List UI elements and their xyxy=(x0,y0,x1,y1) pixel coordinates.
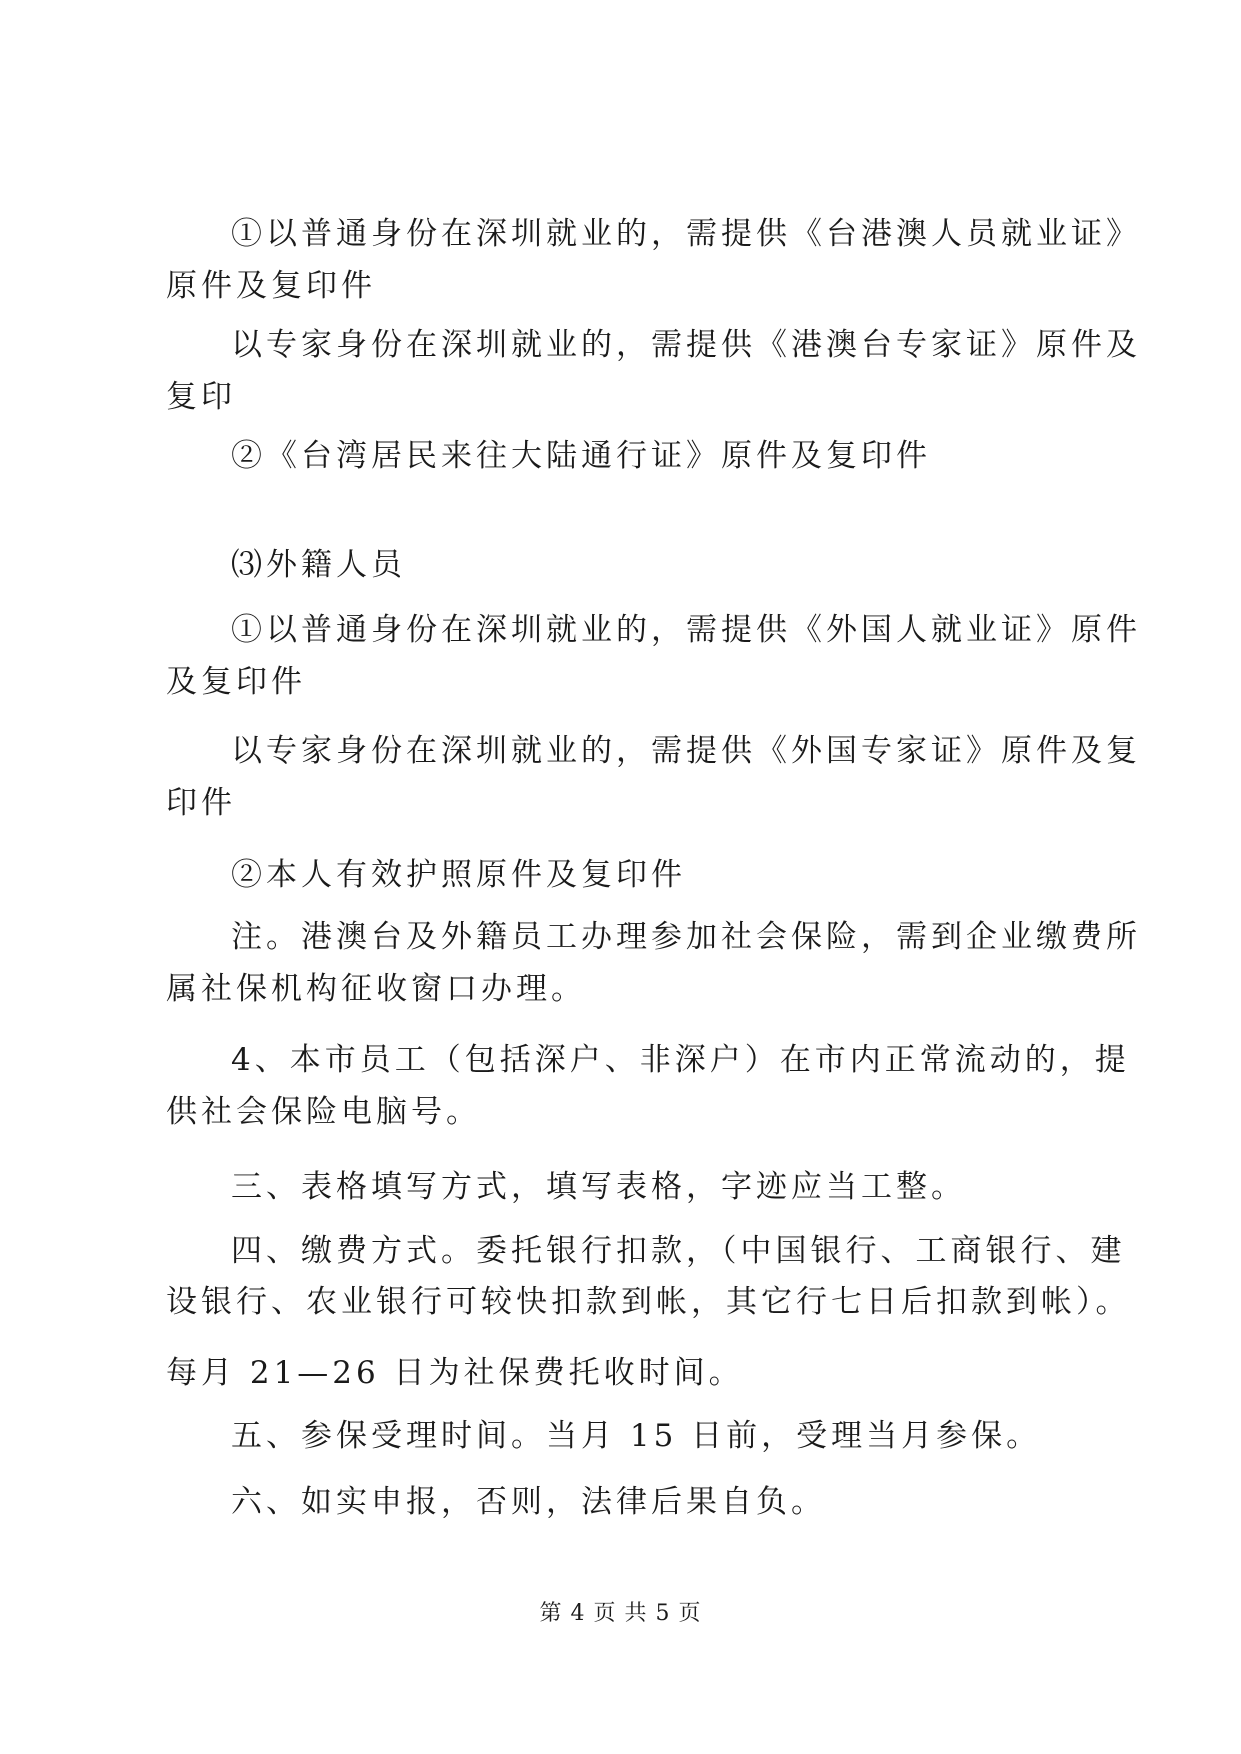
paragraph-line: 原件及复印件 xyxy=(166,268,376,304)
paragraph-line: ⑶外籍人员 xyxy=(231,547,406,583)
paragraph-line: 以专家身份在深圳就业的，需提供《港澳台专家证》原件及 xyxy=(231,327,1141,363)
paragraph-line: ②本人有效护照原件及复印件 xyxy=(231,857,686,893)
paragraph-line: 复印 xyxy=(166,379,236,415)
paragraph-line: 设银行、农业银行可较快扣款到帐，其它行七日后扣款到帐）。 xyxy=(166,1284,1131,1320)
paragraph-line: ②《台湾居民来往大陆通行证》原件及复印件 xyxy=(231,438,931,474)
paragraph-line: 4、本市员工（包括深户、非深户）在市内正常流动的，提 xyxy=(231,1042,1130,1078)
paragraph-line: 六、如实申报，否则，法律后果自负。 xyxy=(231,1484,826,1520)
paragraph-line: 三、表格填写方式，填写表格，字迹应当工整。 xyxy=(231,1169,966,1205)
paragraph-line: 五、参保受理时间。当月 15 日前，受理当月参保。 xyxy=(231,1418,1042,1454)
page-number-footer: 第 4 页 共 5 页 xyxy=(539,1601,702,1626)
paragraph-line: 每月 21—26 日为社保费托收时间。 xyxy=(166,1355,744,1391)
paragraph-line: 注。港澳台及外籍员工办理参加社会保险，需到企业缴费所 xyxy=(231,919,1141,955)
paragraph-line: 属社保机构征收窗口办理。 xyxy=(166,971,586,1007)
paragraph-line: 供社会保险电脑号。 xyxy=(166,1094,481,1130)
paragraph-line: ①以普通身份在深圳就业的，需提供《台港澳人员就业证》 xyxy=(231,216,1141,252)
paragraph-line: 以专家身份在深圳就业的，需提供《外国专家证》原件及复 xyxy=(231,733,1141,769)
paragraph-line: 四、缴费方式。委托银行扣款，（中国银行、工商银行、建 xyxy=(231,1233,1126,1269)
paragraph-line: 及复印件 xyxy=(166,664,306,700)
paragraph-line: 印件 xyxy=(166,785,236,821)
paragraph-line: ①以普通身份在深圳就业的，需提供《外国人就业证》原件 xyxy=(231,612,1141,648)
